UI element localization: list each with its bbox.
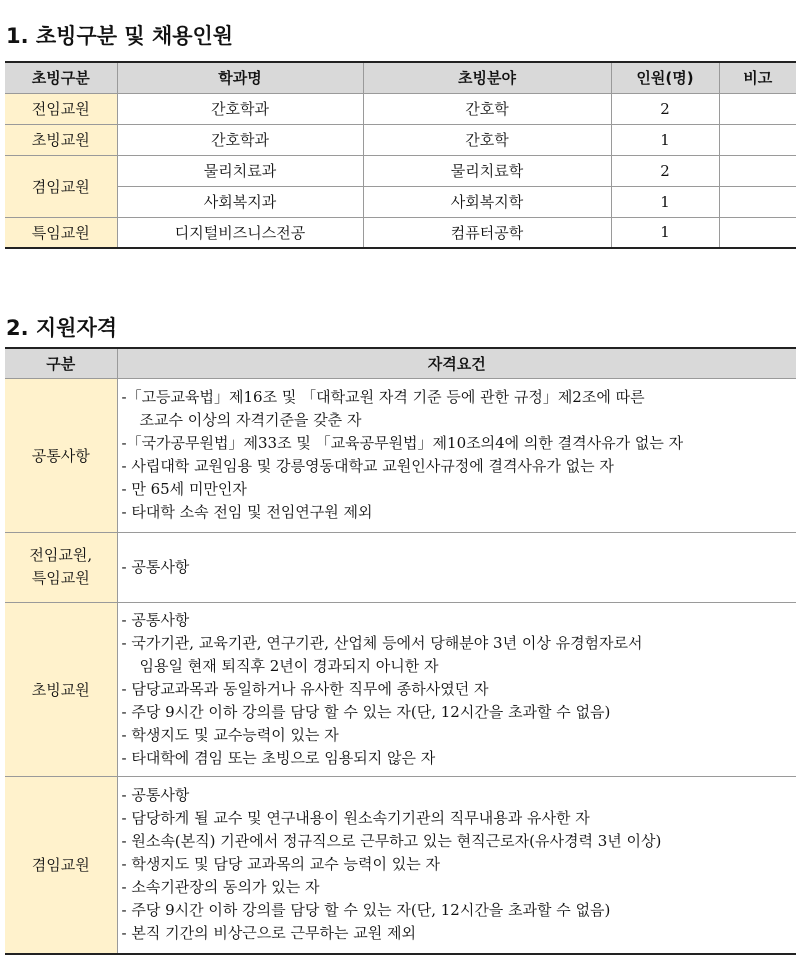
category-cell: 겸임교원: [5, 155, 117, 217]
category-cell: 전임교원: [5, 93, 117, 124]
category-line: 전임교원,: [29, 546, 93, 564]
requirement-line: - 만 65세 미만인자: [121, 480, 247, 498]
requirement-line: 임용일 현재 퇴직후 2년이 경과되지 아니한 자: [139, 656, 439, 675]
department-cell: 물리치료과: [117, 155, 363, 186]
count-cell: 1: [611, 124, 719, 155]
requirement-line: - 담당교과목과 동일하거나 유사한 직무에 종하사였던 자: [121, 679, 489, 698]
table-row: [5, 124, 796, 155]
header-note: 비고: [719, 62, 796, 93]
requirement-line: - 사립대학 교원임용 및 강릉영동대학교 교원인사규정에 결격사유가 없는 자: [121, 457, 614, 475]
category-cell: 초빙교원: [5, 602, 117, 776]
requirement-line: - 국가기관, 교육기관, 연구기관, 산업체 등에서 당해분야 3년 이상 유경험자로서: [121, 633, 643, 652]
recruitment-table: [5, 61, 796, 249]
requirement-line: - 원소속(본직) 기관에서 정규직으로 근무하고 있는 현직근로자(유사경력 3년 이상): [121, 832, 662, 851]
requirement-line: - 공통사항: [121, 610, 190, 629]
header-department: 학과명: [117, 62, 363, 93]
count-cell: 2: [611, 93, 719, 124]
note-cell: [719, 217, 796, 248]
note-cell: [719, 186, 796, 217]
field-cell: 컴퓨터공학: [363, 217, 611, 248]
count-cell: 1: [611, 186, 719, 217]
requirement-line: - 학생지도 및 교수능력이 있는 자: [121, 725, 339, 744]
count-cell: 2: [611, 155, 719, 186]
department-cell: 사회복지과: [117, 186, 363, 217]
table-row: [5, 155, 796, 186]
requirement-line: - 공통사항: [121, 557, 190, 576]
requirements-cell: [117, 532, 796, 602]
table-row: [5, 602, 796, 776]
note-cell: [719, 124, 796, 155]
table-row: [5, 93, 796, 124]
category-line: 특임교원: [31, 569, 90, 587]
category-cell: 초빙교원: [5, 124, 117, 155]
table-row: [5, 532, 796, 602]
table-row: [5, 186, 796, 217]
requirement-line: -「고등교육법」제16조 및 「대학교원 자격 기준 등에 관한 규정」제2조에 따른: [121, 388, 645, 406]
table-row: [5, 378, 796, 532]
requirement-line: - 소속기관장의 동의가 있는 자: [121, 878, 320, 897]
section-title-recruitment: 1. 초빙구분 및 채용인원: [6, 24, 234, 48]
count-cell: 1: [611, 217, 719, 248]
header-field: 초빙분야: [363, 62, 611, 93]
requirements-cell: [117, 602, 796, 776]
table-row: [5, 776, 796, 954]
field-cell: 간호학: [363, 93, 611, 124]
category-cell: 겸임교원: [5, 776, 117, 954]
category-cell: 공통사항: [5, 378, 117, 532]
header-category: 초빙구분: [5, 62, 117, 93]
department-cell: 간호학과: [117, 93, 363, 124]
requirement-line: - 본직 기간의 비상근으로 근무하는 교원 제외: [121, 924, 416, 943]
header-requirements: 자격요건: [117, 348, 796, 378]
header-count: 인원(명): [611, 62, 719, 93]
requirement-line: - 타대학에 겸임 또는 초빙으로 임용되지 않은 자: [121, 748, 436, 767]
category-cell: 특임교원: [5, 217, 117, 248]
department-cell: 간호학과: [117, 124, 363, 155]
department-cell: 디지털비즈니스전공: [117, 217, 363, 248]
requirement-line: - 주당 9시간 이하 강의를 담당 할 수 있는 자(단, 12시간을 초과할 수 없음): [121, 901, 611, 920]
table-header-row: [5, 62, 796, 93]
requirement-line: - 학생지도 및 담당 교과목의 교수 능력이 있는 자: [121, 855, 441, 874]
requirements-cell: [117, 378, 796, 532]
requirement-line: - 주당 9시간 이하 강의를 담당 할 수 있는 자(단, 12시간을 초과할 수 없음): [121, 702, 611, 721]
requirements-cell: [117, 776, 796, 954]
section-title-qualifications: 2. 지원자격: [6, 316, 118, 340]
field-cell: 물리치료학: [363, 155, 611, 186]
table-header-row: [5, 348, 796, 378]
qualifications-table: [5, 347, 796, 955]
note-cell: [719, 155, 796, 186]
requirement-line: 조교수 이상의 자격기준을 갖춘 자: [139, 411, 362, 429]
requirement-line: - 공통사항: [121, 786, 190, 805]
table-row: [5, 217, 796, 248]
header-category: 구분: [5, 348, 117, 378]
requirement-line: - 담당하게 될 교수 및 연구내용이 원소속기기관의 직무내용과 유사한 자: [121, 809, 590, 828]
requirement-line: - 타대학 소속 전임 및 전임연구원 제외: [121, 503, 373, 521]
field-cell: 사회복지학: [363, 186, 611, 217]
requirement-line: -「국가공무원법」제33조 및 「교육공무원법」제10조의4에 의한 결격사유가 없는 자: [121, 434, 684, 452]
field-cell: 간호학: [363, 124, 611, 155]
note-cell: [719, 93, 796, 124]
category-cell: [5, 532, 117, 602]
